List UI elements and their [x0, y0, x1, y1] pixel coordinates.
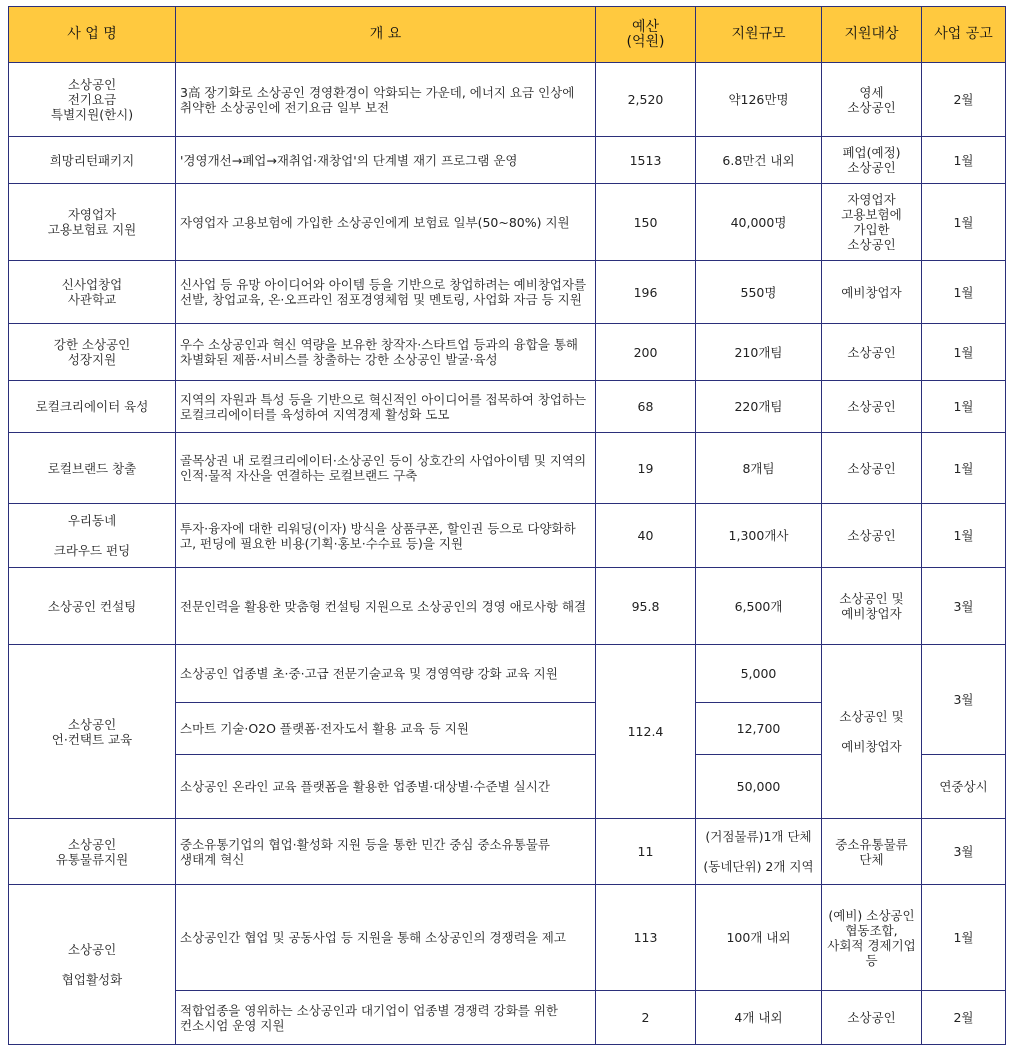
- row-scale: 12,700: [696, 703, 822, 755]
- row-name: 자영업자 고용보험료 지원: [9, 184, 176, 261]
- row-scale: 4개 내외: [696, 991, 822, 1045]
- header-name: 사 업 명: [9, 7, 176, 63]
- table-row: [9, 504, 1006, 568]
- row-summary: 투자·융자에 대한 리워딩(이자) 방식을 상품쿠폰, 할인권 등으로 다양화하 고, 펀딩에 필요한 비용(기획·홍보·수수료 등)을 지원: [176, 504, 596, 568]
- row-budget: 1513: [596, 137, 696, 184]
- row-notice: 1월: [922, 504, 1006, 568]
- row-summary: 스마트 기술·O2O 플랫폼·전자도서 활용 교육 등 지원: [176, 703, 596, 755]
- row-summary: 전문인력을 활용한 맞춤형 컨설팅 지원으로 소상공인의 경영 애로사항 해결: [176, 568, 596, 645]
- row-name: 소상공인 언·컨택트 교육: [9, 645, 176, 819]
- row-target: 소상공인 및 예비창업자: [822, 645, 922, 819]
- row-budget: 40: [596, 504, 696, 568]
- row-name: 소상공인 유통물류지원: [9, 819, 176, 885]
- row-notice: 3월: [922, 645, 1006, 755]
- row-notice: 2월: [922, 63, 1006, 137]
- table-row: [9, 137, 1006, 184]
- table-row: [9, 568, 1006, 645]
- row-scale: (거점물류)1개 단체 (동네단위) 2개 지역: [696, 819, 822, 885]
- header-summary: 개 요: [176, 7, 596, 63]
- row-budget: 200: [596, 324, 696, 381]
- header-row: [9, 7, 1006, 63]
- row-scale: 210개팀: [696, 324, 822, 381]
- table-row: [9, 261, 1006, 324]
- table-row: [9, 184, 1006, 261]
- row-target: 소상공인: [822, 504, 922, 568]
- header-target: 지원대상: [822, 7, 922, 63]
- row-budget: 95.8: [596, 568, 696, 645]
- business-table: [8, 6, 1006, 1045]
- row-target: 자영업자 고용보험에 가입한 소상공인: [822, 184, 922, 261]
- row-notice: 1월: [922, 184, 1006, 261]
- row-notice: 1월: [922, 381, 1006, 433]
- row-target: 폐업(예정) 소상공인: [822, 137, 922, 184]
- row-name: 강한 소상공인 성장지원: [9, 324, 176, 381]
- table-row: [9, 381, 1006, 433]
- row-scale: 100개 내외: [696, 885, 822, 991]
- row-budget: 2,520: [596, 63, 696, 137]
- row-target: 소상공인: [822, 381, 922, 433]
- row-summary: 신사업 등 유망 아이디어와 아이템 등을 기반으로 창업하려는 예비창업자를 선발, 창업교육, 온·오프라인 점포경영체험 및 멘토링, 사업화 자금 등 지원: [176, 261, 596, 324]
- row-name: 신사업창업 사관학교: [9, 261, 176, 324]
- row-target: 소상공인: [822, 991, 922, 1045]
- row-scale: 550명: [696, 261, 822, 324]
- row-summary: 지역의 자원과 특성 등을 기반으로 혁신적인 아이디어를 접목하여 창업하는 로컬크리에이터를 육성하여 지역경제 활성화 도모: [176, 381, 596, 433]
- row-summary: 소상공인 온라인 교육 플랫폼을 활용한 업종별·대상별·수준별 실시간: [176, 755, 596, 819]
- row-summary: 적합업종을 영위하는 소상공인과 대기업이 업종별 경쟁력 강화를 위한 컨소시엄 운영 지원: [176, 991, 596, 1045]
- header-scale: 지원규모: [696, 7, 822, 63]
- row-summary: 골목상권 내 로컬크리에이터·소상공인 등이 상호간의 사업아이템 및 지역의 인적·물적 자산을 연결하는 로컬브랜드 구축: [176, 433, 596, 504]
- row-summary: 자영업자 고용보험에 가입한 소상공인에게 보험료 일부(50~80%) 지원: [176, 184, 596, 261]
- row-scale: 6.8만건 내외: [696, 137, 822, 184]
- row-scale: 5,000: [696, 645, 822, 703]
- row-budget: 196: [596, 261, 696, 324]
- row-scale: 220개팀: [696, 381, 822, 433]
- row-notice: 1월: [922, 324, 1006, 381]
- table-row: [9, 63, 1006, 137]
- row-budget: 150: [596, 184, 696, 261]
- row-scale: 6,500개: [696, 568, 822, 645]
- row-summary: 중소유통기업의 협업·활성화 지원 등을 통한 민간 중심 중소유통물류 생태계 혁신: [176, 819, 596, 885]
- row-notice: 3월: [922, 819, 1006, 885]
- row-target: (예비) 소상공인 협동조합, 사회적 경제기업 등: [822, 885, 922, 991]
- row-notice: 1월: [922, 261, 1006, 324]
- row-scale: 40,000명: [696, 184, 822, 261]
- row-name: 희망리턴패키지: [9, 137, 176, 184]
- row-name: 소상공인 협업활성화: [9, 885, 176, 1045]
- header-budget: 예산 (억원): [596, 7, 696, 63]
- row-budget: 68: [596, 381, 696, 433]
- table-row: [9, 885, 1006, 991]
- row-notice: 2월: [922, 991, 1006, 1045]
- row-budget: 2: [596, 991, 696, 1045]
- table-row: [9, 324, 1006, 381]
- row-notice: 1월: [922, 885, 1006, 991]
- row-scale: 8개팀: [696, 433, 822, 504]
- table-row: [9, 819, 1006, 885]
- row-scale: 약126만명: [696, 63, 822, 137]
- row-name: 소상공인 전기요금 특별지원(한시): [9, 63, 176, 137]
- row-notice: 1월: [922, 433, 1006, 504]
- row-budget: 19: [596, 433, 696, 504]
- row-scale: 50,000: [696, 755, 822, 819]
- row-name: 로컬브랜드 창출: [9, 433, 176, 504]
- row-target: 예비창업자: [822, 261, 922, 324]
- row-name: 소상공인 컨설팅: [9, 568, 176, 645]
- row-budget: 11: [596, 819, 696, 885]
- row-scale: 1,300개사: [696, 504, 822, 568]
- row-target: 소상공인 및 예비창업자: [822, 568, 922, 645]
- row-target: 영세 소상공인: [822, 63, 922, 137]
- header-notice: 사업 공고: [922, 7, 1006, 63]
- row-summary: 우수 소상공인과 혁신 역량을 보유한 창작자·스타트업 등과의 융합을 통해 차별화된 제품·서비스를 창출하는 강한 소상공인 발굴·육성: [176, 324, 596, 381]
- table-row: [9, 645, 1006, 703]
- row-budget: 112.4: [596, 645, 696, 819]
- row-notice: 1월: [922, 137, 1006, 184]
- row-summary: '경영개선→폐업→재취업·재창업'의 단계별 재기 프로그램 운영: [176, 137, 596, 184]
- row-summary: 소상공인 업종별 초·중·고급 전문기술교육 및 경영역량 강화 교육 지원: [176, 645, 596, 703]
- row-budget: 113: [596, 885, 696, 991]
- row-notice: 3월: [922, 568, 1006, 645]
- row-summary: 3高 장기화로 소상공인 경영환경이 악화되는 가운데, 에너지 요금 인상에 취약한 소상공인에 전기요금 일부 보전: [176, 63, 596, 137]
- row-summary: 소상공인간 협업 및 공동사업 등 지원을 통해 소상공인의 경쟁력을 제고: [176, 885, 596, 991]
- row-target: 소상공인: [822, 324, 922, 381]
- table-row: [9, 433, 1006, 504]
- row-name: 우리동네 크라우드 펀딩: [9, 504, 176, 568]
- row-target: 소상공인: [822, 433, 922, 504]
- row-name: 로컬크리에이터 육성: [9, 381, 176, 433]
- row-target: 중소유통물류 단체: [822, 819, 922, 885]
- row-notice: 연중상시: [922, 755, 1006, 819]
